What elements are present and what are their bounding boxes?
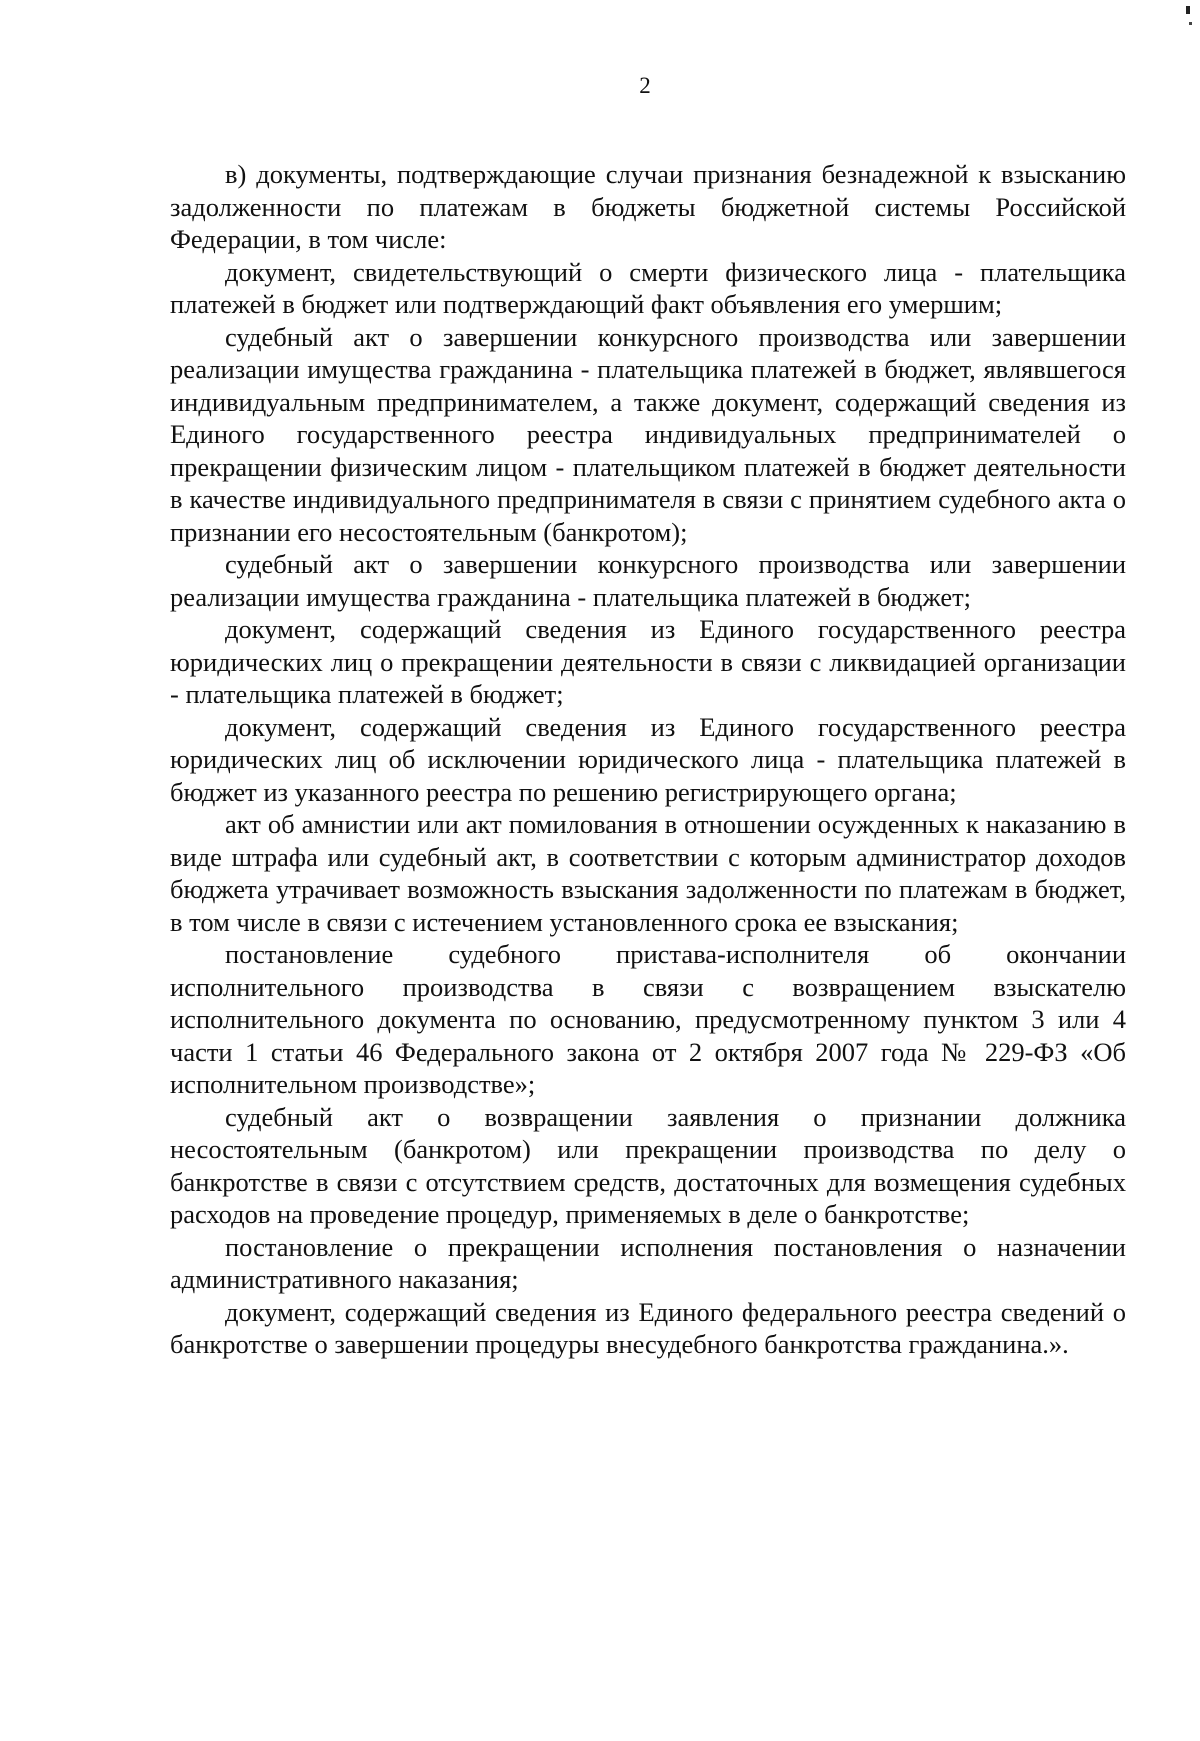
paragraph: акт об амнистии или акт помилования в отношении осужденных к наказанию в виде штрафа или судебный акт, в соответствии с которым администратор доходов бюджета утрачивает возможность взыскания задолженности по платежам в бюджет, в том числе в связи с истечением установленного срока ее взыскания; (170, 809, 1126, 937)
paragraph: судебный акт о завершении конкурсного производства или завершении реализации имущества гражданина - плательщика платежей в бюджет, являвшегося индивидуальным предпринимателем, а также документ, содержащий сведения из Единого государственного реестра индивидуальных предпринимателей о прекращении физическим лицом - плательщиком платежей в бюджет деятельности в качестве индивидуального предпринимателя в связи с принятием судебного акта о признании его несостоятельным (банкротом); (170, 321, 1126, 547)
paragraph: судебный акт о завершении конкурсного производства или завершении реализации имущества гражданина - плательщика платежей в бюджет; (170, 549, 1126, 612)
paragraph: постановление о прекращении исполнения постановления о назначении административного наказания; (170, 1231, 1126, 1294)
paragraph: документ, содержащий сведения из Единого федерального реестра сведений о банкротстве о завершении процедуры внесудебного банкротства гражданина.». (170, 1296, 1126, 1359)
document-body (170, 158, 1126, 1361)
paragraph: судебный акт о возвращении заявления о признании должника несостоятельным (банкротом) или прекращении производства по делу о банкротстве в связи с отсутствием средств, достаточных для возмещения судебных расходов на проведение процедур, применяемых в деле о банкротстве; (170, 1101, 1126, 1229)
scan-artifact (1186, 6, 1190, 14)
paragraph: документ, содержащий сведения из Единого государственного реестра юридических лиц о прекращении деятельности в связи с ликвидацией организации - плательщика платежей в бюджет; (170, 614, 1126, 709)
scan-artifact (1189, 22, 1192, 25)
paragraph: в) документы, подтверждающие случаи признания безнадежной к взысканию задолженности по платежам в бюджеты бюджетной системы Российской Федерации, в том числе: (170, 159, 1126, 254)
paragraph: документ, содержащий сведения из Единого государственного реестра юридических лиц об исключении юридического лица - плательщика платежей в бюджет из указанного реестра по решению регистрирующего органа; (170, 711, 1126, 807)
paragraph: постановление судебного пристава-исполнителя об окончании исполнительного производства в связи с возвращением взыскателю исполнительного документа по основанию, предусмотренному пунктом 3 или 4 части 1 статьи 46 Федерального закона от 2 октября 2007 года № 229-ФЗ «Об исполнительном производстве»; (170, 939, 1126, 1099)
paragraph: документ, свидетельствующий о смерти физического лица - плательщика платежей в бюджет или подтверждающий факт объявления его умершим; (170, 256, 1126, 319)
page-number: 2 (639, 73, 651, 98)
